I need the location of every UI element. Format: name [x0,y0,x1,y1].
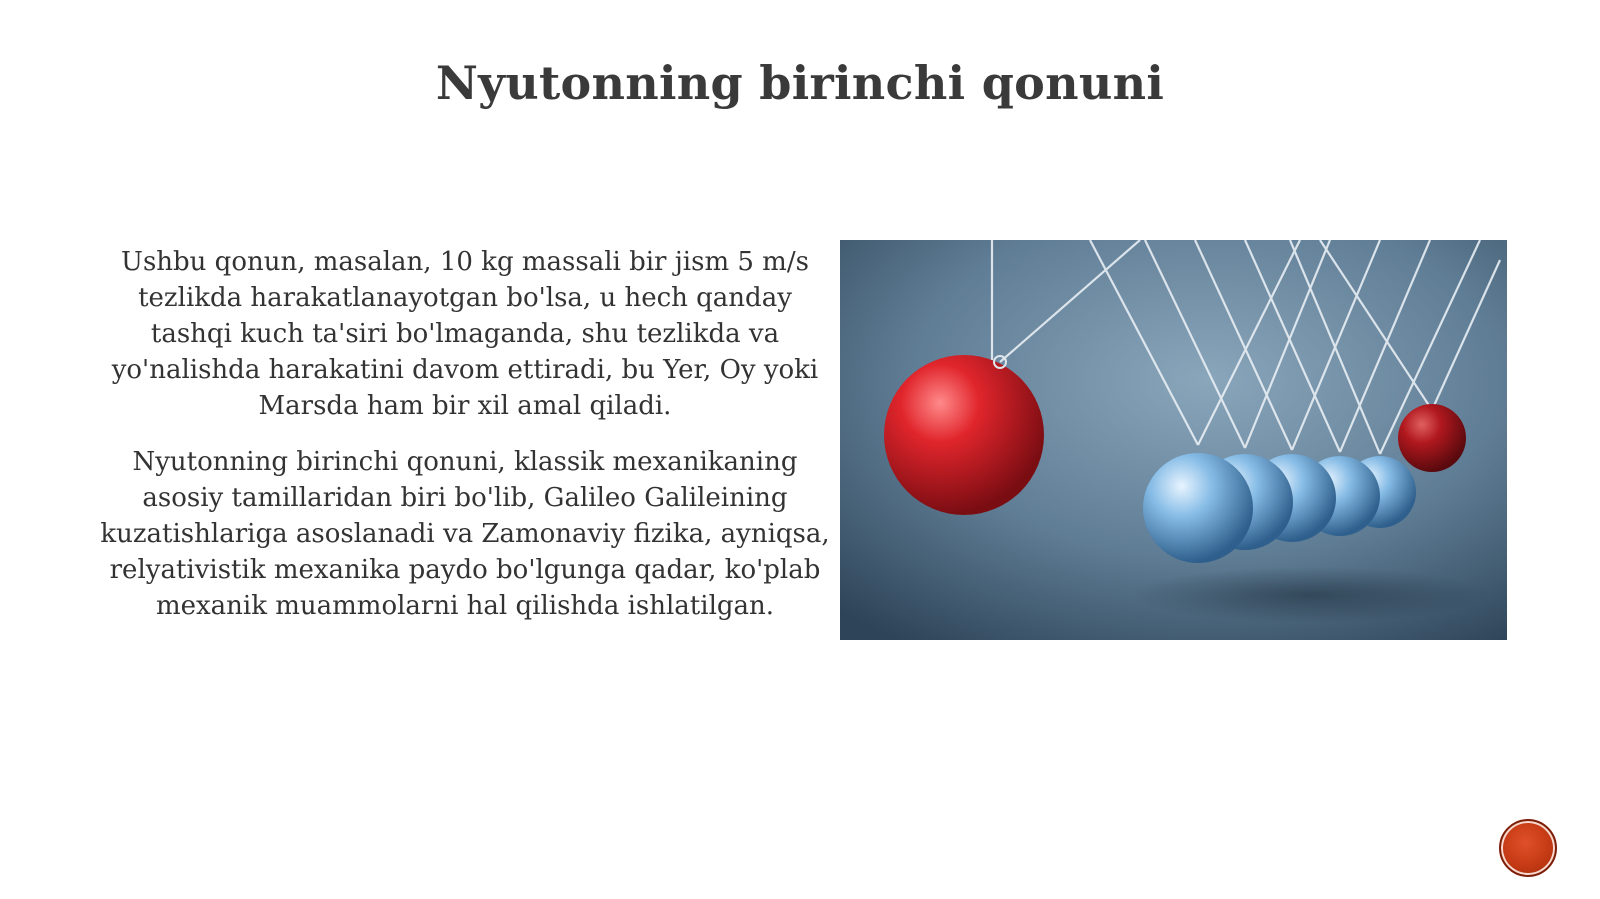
newtons-cradle-icon [840,240,1507,640]
paragraph-example: Ushbu qonun, masalan, 10 kg massali bir jism 5 m/s tezlikda harakatlanayotgan bo'lsa, u hech qanday tashqi kuch ta'siri bo'lmaganda, shu tezlikda va yo'nalishda harakatini davom ettiradi, bu Yer, Oy yoki Marsda ham bir xil amal qiladi. [111,247,819,421]
paragraph-history: Nyutonning birinchi qonuni, klassik mexanikaning asosiy tamillaridan biri bo'lib, Galileo Galileining kuzatishlariga asoslanadi va Zamonaviy fizika, ayniqsa, relyativistik mexanika paydo bo'lgunga qadar, ko'plab mexanik muammolarni hal qilishda ishlatilgan. [100,447,830,621]
newtons-cradle-image [840,240,1507,640]
slide-title: Nyutonning birinchi qonuni [435,56,1165,110]
slide-body [100,244,830,624]
slide-nav-dot-icon[interactable] [1499,819,1557,877]
